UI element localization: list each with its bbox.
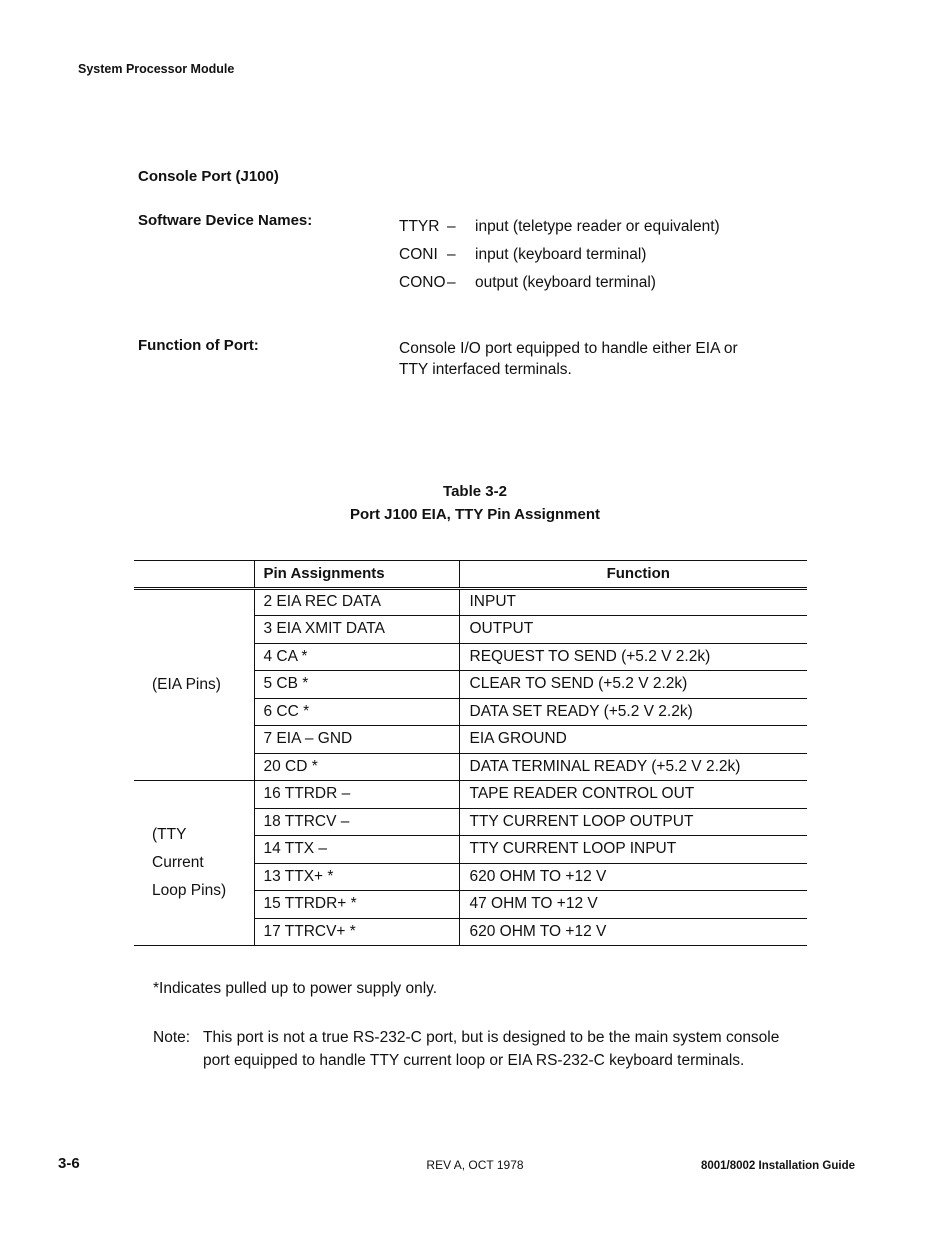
function-cell: DATA SET READY (+5.2 V 2.2k)	[459, 698, 807, 726]
device-dash: –	[447, 218, 456, 235]
device-name-row	[399, 213, 720, 241]
function-label: Function of Port:	[138, 337, 259, 354]
pin-cell: 7 EIA – GND	[254, 726, 459, 754]
tty-group-line: (TTY	[152, 826, 187, 843]
tty-group-line: Current	[152, 854, 204, 871]
function-cell: TAPE READER CONTROL OUT	[459, 781, 807, 809]
function-cell: TTY CURRENT LOOP OUTPUT	[459, 808, 807, 836]
function-description	[399, 338, 799, 380]
pin-cell: 3 EIA XMIT DATA	[254, 616, 459, 644]
running-header: System Processor Module	[78, 62, 235, 76]
note-line: port equipped to handle TTY current loop or EIA RS-232-C keyboard terminals.	[203, 1051, 745, 1069]
function-cell: 620 OHM TO +12 V	[459, 918, 807, 946]
note-label: Note:	[153, 1029, 191, 1046]
function-cell: DATA TERMINAL READY (+5.2 V 2.2k)	[459, 753, 807, 781]
device-name-row	[399, 269, 720, 297]
note-line	[153, 1027, 833, 1050]
table-title: Port J100 EIA, TTY Pin Assignment	[349, 506, 601, 523]
guide-title: 8001/8002 Installation Guide	[700, 1160, 855, 1172]
device-name-row	[399, 241, 720, 269]
tty-group-line: Loop Pins)	[152, 882, 227, 899]
table-number: Table 3-2	[443, 483, 507, 500]
function-line: TTY interfaced terminals.	[399, 361, 572, 378]
device-description: input (keyboard terminal)	[475, 246, 647, 263]
device-description: output (keyboard terminal)	[475, 274, 656, 291]
pin-cell: 18 TTRCV –	[254, 808, 459, 836]
pin-assignment-table	[134, 560, 807, 946]
function-cell: CLEAR TO SEND (+5.2 V 2.2k)	[459, 671, 807, 699]
device-dash: –	[447, 274, 456, 291]
note-text: This port is not a true RS-232-C port, but is designed to be the main system console	[203, 1029, 780, 1046]
device-name: CONI	[399, 246, 438, 263]
pin-cell: 17 TTRCV+ *	[254, 918, 459, 946]
pin-cell: 4 CA *	[254, 643, 459, 671]
function-cell: EIA GROUND	[459, 726, 807, 754]
function-cell: 47 OHM TO +12 V	[459, 891, 807, 919]
function-cell: REQUEST TO SEND (+5.2 V 2.2k)	[459, 643, 807, 671]
pin-cell: 6 CC *	[254, 698, 459, 726]
function-cell: TTY CURRENT LOOP INPUT	[459, 836, 807, 864]
eia-group-label: (EIA Pins)	[134, 588, 254, 781]
note	[153, 1027, 833, 1072]
pin-cell: 20 CD *	[254, 753, 459, 781]
pin-cell: 14 TTX –	[254, 836, 459, 864]
tty-group-label	[134, 781, 254, 946]
revision-label: REV A, OCT 1978	[426, 1158, 524, 1172]
table-header-row	[134, 561, 807, 589]
pin-cell: 5 CB *	[254, 671, 459, 699]
pin-cell: 16 TTRDR –	[254, 781, 459, 809]
header-pin-assignments: Pin Assignments	[254, 561, 459, 589]
table-row	[134, 588, 807, 616]
device-name: CONO	[399, 274, 446, 291]
function-line: Console I/O port equipped to handle either EIA or	[399, 340, 738, 357]
function-cell: INPUT	[459, 588, 807, 616]
device-dash: –	[447, 246, 456, 263]
function-cell: 620 OHM TO +12 V	[459, 863, 807, 891]
pin-cell: 13 TTX+ *	[254, 863, 459, 891]
header-function: Function	[459, 561, 807, 589]
page-number: 3-6	[58, 1155, 80, 1172]
pin-cell: 15 TTRDR+ *	[254, 891, 459, 919]
section-title: Console Port (J100)	[138, 168, 279, 185]
device-name: TTYR	[399, 218, 440, 235]
function-cell: OUTPUT	[459, 616, 807, 644]
pin-cell: 2 EIA REC DATA	[254, 588, 459, 616]
footnote: *Indicates pulled up to power supply only.	[153, 980, 438, 997]
device-description: input (teletype reader or equivalent)	[475, 218, 720, 235]
table-row	[134, 781, 807, 809]
device-names-label: Software Device Names:	[138, 212, 313, 229]
header-group-cell	[134, 561, 254, 589]
device-names-list	[399, 213, 720, 297]
